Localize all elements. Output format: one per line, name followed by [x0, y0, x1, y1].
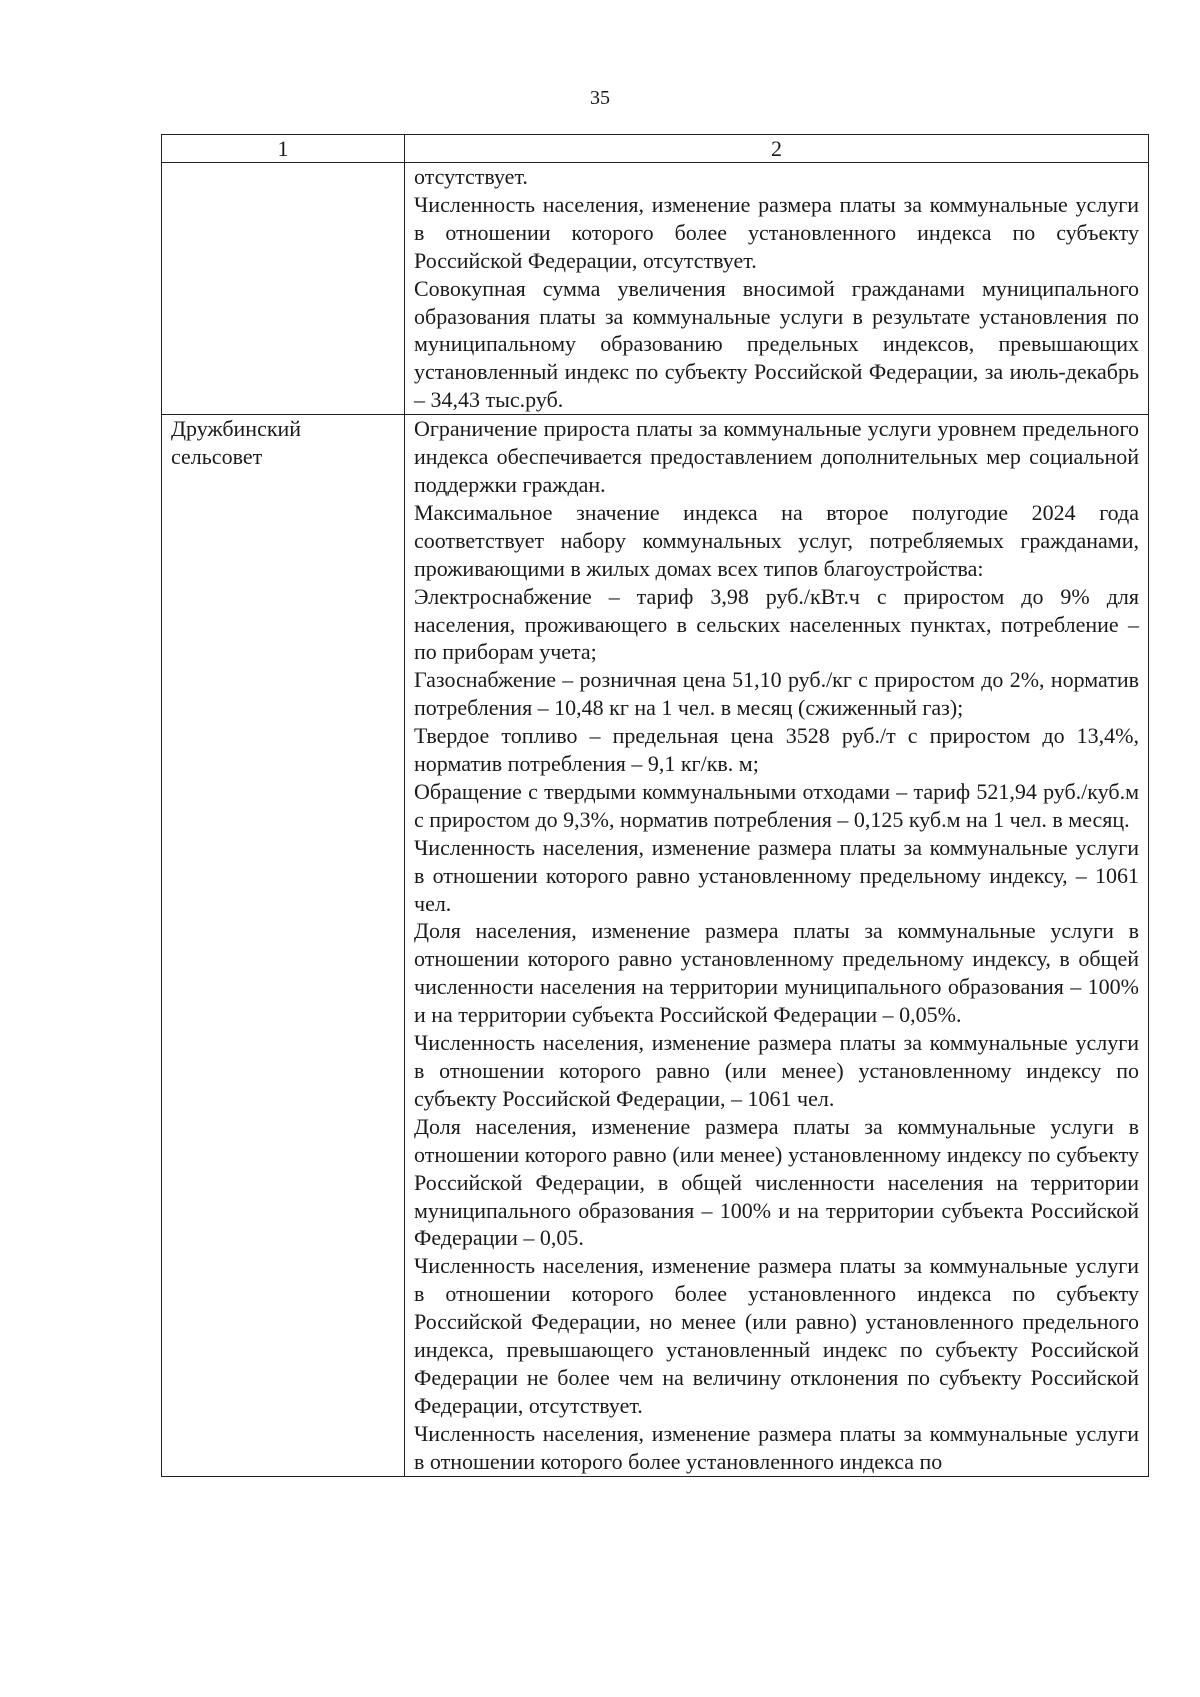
municipality-cell [162, 163, 405, 415]
paragraph: Доля населения, изменение размера платы за коммунальные услуги в отношении которого равно (или менее) установленному индексу по субъекту Российской Федерации, в общей численности населения на территории муниципального образования – 100% и на территории субъекта Российской Федерации – 0,05. [414, 1113, 1139, 1251]
paragraph: Обращение с твердыми коммунальными отходами – тариф 521,94 руб./куб.м с приростом до 9,3%, норматив потребления – 0,125 куб.м на 1 чел. в месяц. [414, 778, 1139, 832]
description-cell [405, 415, 1149, 1476]
paragraph: Максимальное значение индекса на второе полугодие 2024 года соответствует набору коммунальных услуг, потребляемых гражданами, проживающими в жилых домах всех типов благоустройства: [414, 499, 1139, 581]
municipality-cell [162, 415, 405, 1476]
paragraph: Твердое топливо – предельная цена 3528 руб./т с приростом до 13,4%, норматив потребления – 9,1 кг/кв. м; [414, 723, 1139, 777]
table-row [162, 415, 1149, 1476]
municipality-name: Дружбинский сельсовет [171, 416, 302, 470]
paragraph: Совокупная сумма увеличения вносимой гражданами муниципального образования платы за коммунальные услуги в результате установления по муниципальному образованию предельных индексов, превышающих установленный индекс по субъекту Российской Федерации, за июль-декабрь – 34,43 тыс.руб. [414, 275, 1139, 413]
paragraph: Доля населения, изменение размера платы за коммунальные услуги в отношении которого равно установленному предельному индексу, в общей численности населения на территории муниципального образования – 100% и на территории субъекта Российской Федерации – 0,05%. [414, 918, 1139, 1028]
column-header-1: 1 [162, 135, 405, 163]
paragraph: Численность населения, изменение размера платы за коммунальные услуги в отношении которого более установленного индекса по субъекту Российской Федерации, отсутствует. [414, 191, 1139, 273]
paragraph: Ограничение прироста платы за коммунальные услуги уровнем предельного индекса обеспечивается предоставлением дополнительных мер социальной поддержки граждан. [414, 416, 1139, 497]
paragraph: Численность населения, изменение размера платы за коммунальные услуги в отношении которого равно (или менее) установленному индексу по субъекту Российской Федерации, – 1061 чел. [414, 1030, 1139, 1111]
paragraph: Численность населения, изменение размера платы за коммунальные услуги в отношении которого более установленного индекса по субъекту Российской Федерации, но менее (или равно) установленного предельного индекса, превышающего установленный индекс по субъекту Российской Федерации не более чем на величину отклонения по субъекту Российской Федерации, отсутствует. [414, 1253, 1139, 1418]
page-number: 35 [590, 87, 610, 109]
paragraph: Электроснабжение – тариф 3,98 руб./кВт.ч с приростом до 9% для населения, проживающего в сельских населенных пунктах, потребление – по приборам учета; [414, 583, 1139, 665]
paragraph: Численность населения, изменение размера платы за коммунальные услуги в отношении которого равно установленному предельному индексу, – 1061 чел. [414, 834, 1139, 916]
table-row [162, 163, 1149, 415]
data-table [161, 134, 1149, 1477]
column-header-2: 2 [405, 135, 1149, 163]
paragraph: Численность населения, изменение размера платы за коммунальные услуги в отношении которого более установленного индекса по [414, 1420, 1139, 1474]
paragraph: Газоснабжение – розничная цена 51,10 руб./кг с приростом до 2%, норматив потребления – 10,48 кг на 1 чел. в месяц (сжиженный газ); [414, 667, 1139, 721]
table-header-row [162, 135, 1149, 163]
description-cell [405, 163, 1149, 415]
paragraph: отсутствует. [414, 164, 528, 189]
